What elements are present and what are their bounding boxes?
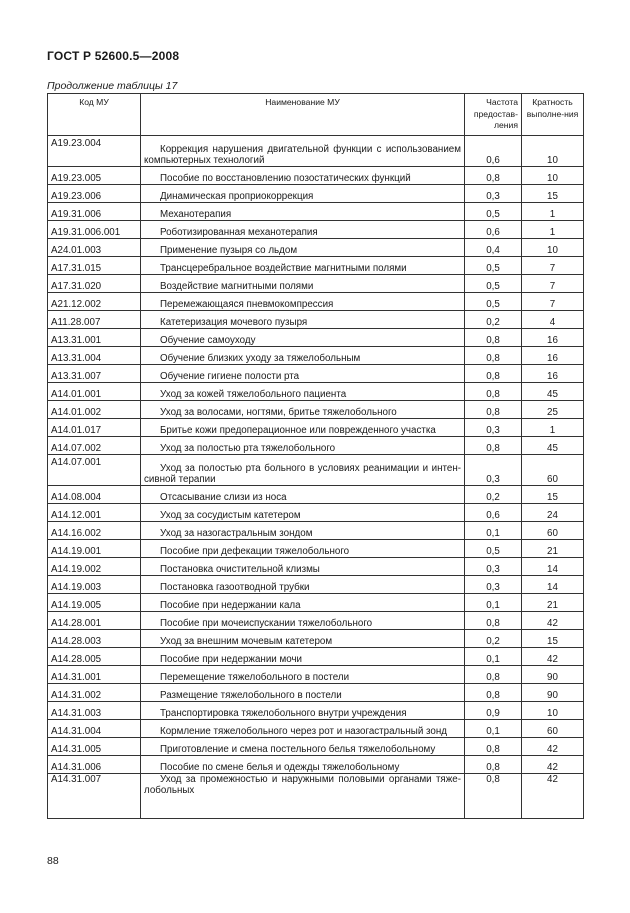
cell-code: A14.28.005: [48, 648, 141, 666]
table-row: [48, 401, 584, 419]
cell-code: A14.08.004: [48, 486, 141, 504]
cell-name: [141, 437, 465, 455]
cell-frequency: 0,6: [465, 221, 522, 239]
col-header-name: Наименование МУ: [141, 94, 465, 136]
cell-code: A21.12.002: [48, 293, 141, 311]
service-name: Уход за промежностью и наружными половыми органами тяже-лобольных: [144, 774, 461, 796]
cell-name: [141, 576, 465, 594]
cell-code: A13.31.007: [48, 365, 141, 383]
cell-name: [141, 558, 465, 576]
cell-name: [141, 594, 465, 612]
cell-frequency: 0,8: [465, 666, 522, 684]
cell-name: [141, 419, 465, 437]
cell-multiplicity: 42: [522, 648, 584, 666]
cell-name: [141, 504, 465, 522]
cell-name: [141, 401, 465, 419]
cell-code: A19.31.006.001: [48, 221, 141, 239]
cell-frequency: 0,8: [465, 774, 522, 819]
service-name: Применение пузыря со льдом: [160, 245, 298, 256]
service-name: Постановка газоотводной трубки: [160, 582, 310, 593]
service-name: Постановка очистительной клизмы: [160, 564, 320, 575]
service-name: Уход за волосами, ногтями, бритье тяжелобольного: [160, 407, 397, 418]
cell-frequency: 0,1: [465, 720, 522, 738]
cell-code: A14.31.003: [48, 702, 141, 720]
table-row: [48, 203, 584, 221]
table-row: [48, 275, 584, 293]
cell-multiplicity: 1: [522, 221, 584, 239]
cell-multiplicity: 42: [522, 738, 584, 756]
service-name: Воздействие магнитными полями: [160, 281, 314, 292]
cell-name: [141, 522, 465, 540]
cell-name: [141, 455, 465, 486]
cell-multiplicity: 21: [522, 594, 584, 612]
table-body: [48, 136, 584, 819]
cell-frequency: 0,8: [465, 401, 522, 419]
cell-multiplicity: 90: [522, 684, 584, 702]
cell-frequency: 0,3: [465, 455, 522, 486]
table-row: [48, 383, 584, 401]
cell-name: [141, 311, 465, 329]
service-name: Пособие при недержании мочи: [160, 654, 303, 665]
service-name: Отсасывание слизи из носа: [160, 492, 287, 503]
cell-multiplicity: 42: [522, 756, 584, 774]
service-name: Катетеризация мочевого пузыря: [160, 317, 308, 328]
cell-frequency: 0,8: [465, 738, 522, 756]
cell-frequency: 0,8: [465, 684, 522, 702]
cell-name: [141, 648, 465, 666]
cell-code: A19.23.004: [48, 136, 141, 167]
cell-frequency: 0,6: [465, 504, 522, 522]
cell-code: A24.01.003: [48, 239, 141, 257]
service-name: Уход за полостью рта тяжелобольного: [160, 443, 336, 454]
cell-code: A14.01.017: [48, 419, 141, 437]
cell-code: A14.28.003: [48, 630, 141, 648]
cell-multiplicity: 16: [522, 329, 584, 347]
cell-multiplicity: 14: [522, 558, 584, 576]
cell-name: [141, 383, 465, 401]
cell-code: A17.31.015: [48, 257, 141, 275]
cell-name: [141, 329, 465, 347]
cell-multiplicity: 60: [522, 720, 584, 738]
cell-name: [141, 702, 465, 720]
service-name: Транспортировка тяжелобольного внутри учреждения: [160, 708, 407, 719]
cell-frequency: 0,8: [465, 365, 522, 383]
cell-code: A13.31.001: [48, 329, 141, 347]
service-name: Пособие при мочеиспускании тяжелобольного: [160, 618, 373, 629]
cell-frequency: 0,3: [465, 419, 522, 437]
cell-name: [141, 486, 465, 504]
table-row: [48, 612, 584, 630]
cell-multiplicity: 7: [522, 293, 584, 311]
table-row: [48, 522, 584, 540]
table-row: [48, 365, 584, 383]
table-row: [48, 455, 584, 486]
service-name: Уход за полостью рта больного в условиях реанимации и интен-сивной терапии: [144, 463, 461, 485]
services-table: [47, 93, 584, 819]
col-header-code: Код МУ: [48, 94, 141, 136]
page-number: 88: [47, 855, 59, 867]
col-header-frequency: Частота предостав-ления: [465, 94, 522, 136]
cell-name: [141, 774, 465, 819]
cell-multiplicity: 10: [522, 702, 584, 720]
cell-name: [141, 221, 465, 239]
cell-multiplicity: 10: [522, 136, 584, 167]
cell-code: A14.07.002: [48, 437, 141, 455]
table-row: [48, 185, 584, 203]
cell-name: [141, 167, 465, 185]
service-name: Пособие при недержании кала: [160, 600, 301, 611]
table-row: [48, 738, 584, 756]
cell-frequency: 0,8: [465, 329, 522, 347]
cell-frequency: 0,6: [465, 136, 522, 167]
cell-code: A11.28.007: [48, 311, 141, 329]
cell-name: [141, 738, 465, 756]
cell-code: A14.12.001: [48, 504, 141, 522]
cell-multiplicity: 15: [522, 486, 584, 504]
cell-name: [141, 239, 465, 257]
service-name: Пособие по восстановлению позостатических функций: [160, 173, 411, 184]
cell-name: [141, 136, 465, 167]
table-row: [48, 136, 584, 167]
cell-frequency: 0,8: [465, 612, 522, 630]
cell-frequency: 0,4: [465, 239, 522, 257]
cell-frequency: 0,8: [465, 437, 522, 455]
cell-multiplicity: 45: [522, 383, 584, 401]
table-row: [48, 774, 584, 819]
cell-name: [141, 257, 465, 275]
service-name: Обучение близких уходу за тяжелобольным: [160, 353, 361, 364]
service-name: Кормление тяжелобольного через рот и назогастральный зонд: [160, 726, 447, 737]
service-name: Размещение тяжелобольного в постели: [160, 690, 342, 701]
cell-code: A19.31.006: [48, 203, 141, 221]
cell-code: A17.31.020: [48, 275, 141, 293]
table-row: [48, 437, 584, 455]
cell-multiplicity: 90: [522, 666, 584, 684]
cell-code: A14.01.002: [48, 401, 141, 419]
cell-name: [141, 203, 465, 221]
table-row: [48, 576, 584, 594]
service-name: Трансцеребральное воздействие магнитными полями: [160, 263, 407, 274]
cell-multiplicity: 42: [522, 774, 584, 819]
cell-frequency: 0,8: [465, 383, 522, 401]
cell-code: A19.23.005: [48, 167, 141, 185]
cell-multiplicity: 24: [522, 504, 584, 522]
cell-multiplicity: 45: [522, 437, 584, 455]
cell-name: [141, 293, 465, 311]
service-name: Перемежающаяся пневмокомпрессия: [160, 299, 334, 310]
service-name: Механотерапия: [160, 209, 232, 220]
cell-code: A14.31.005: [48, 738, 141, 756]
service-name: Пособие по смене белья и одежды тяжелобольному: [160, 762, 400, 773]
cell-code: A14.31.004: [48, 720, 141, 738]
cell-name: [141, 666, 465, 684]
cell-code: A14.16.002: [48, 522, 141, 540]
table-row: [48, 702, 584, 720]
cell-multiplicity: 21: [522, 540, 584, 558]
cell-code: A19.23.006: [48, 185, 141, 203]
service-name: Уход за кожей тяжелобольного пациента: [160, 389, 347, 400]
service-name: Обучение гигиене полости рта: [160, 371, 300, 382]
service-name: Динамическая проприокоррекция: [160, 191, 314, 202]
cell-frequency: 0,3: [465, 558, 522, 576]
cell-code: A14.31.006: [48, 756, 141, 774]
cell-frequency: 0,2: [465, 311, 522, 329]
cell-frequency: 0,5: [465, 293, 522, 311]
cell-frequency: 0,2: [465, 486, 522, 504]
cell-code: A14.01.001: [48, 383, 141, 401]
cell-multiplicity: 16: [522, 347, 584, 365]
cell-multiplicity: 25: [522, 401, 584, 419]
table-row: [48, 329, 584, 347]
table-row: [48, 486, 584, 504]
cell-frequency: 0,8: [465, 756, 522, 774]
cell-multiplicity: 10: [522, 239, 584, 257]
cell-frequency: 0,5: [465, 275, 522, 293]
cell-name: [141, 347, 465, 365]
cell-frequency: 0,1: [465, 594, 522, 612]
cell-multiplicity: 15: [522, 185, 584, 203]
table-row: [48, 167, 584, 185]
table-row: [48, 594, 584, 612]
cell-name: [141, 684, 465, 702]
cell-code: A14.19.003: [48, 576, 141, 594]
cell-multiplicity: 4: [522, 311, 584, 329]
table-row: [48, 540, 584, 558]
table-row: [48, 311, 584, 329]
table-row: [48, 756, 584, 774]
cell-multiplicity: 1: [522, 419, 584, 437]
cell-multiplicity: 16: [522, 365, 584, 383]
table-row: [48, 257, 584, 275]
table-row: [48, 347, 584, 365]
col-header-multiplicity: Кратность выполне-ния: [522, 94, 584, 136]
cell-name: [141, 365, 465, 383]
cell-frequency: 0,5: [465, 203, 522, 221]
table-row: [48, 648, 584, 666]
cell-frequency: 0,8: [465, 347, 522, 365]
table-row: [48, 684, 584, 702]
cell-multiplicity: 15: [522, 630, 584, 648]
cell-multiplicity: 7: [522, 257, 584, 275]
cell-multiplicity: 1: [522, 203, 584, 221]
document-title: ГОСТ Р 52600.5—2008: [47, 49, 180, 63]
table-row: [48, 720, 584, 738]
cell-multiplicity: 14: [522, 576, 584, 594]
table-row: [48, 419, 584, 437]
cell-name: [141, 630, 465, 648]
cell-frequency: 0,1: [465, 648, 522, 666]
cell-multiplicity: 60: [522, 522, 584, 540]
table-header-row: [48, 94, 584, 136]
cell-code: A14.19.005: [48, 594, 141, 612]
table-row: [48, 666, 584, 684]
cell-multiplicity: 7: [522, 275, 584, 293]
table-row: [48, 504, 584, 522]
cell-frequency: 0,5: [465, 540, 522, 558]
cell-code: A14.19.002: [48, 558, 141, 576]
table-caption: Продолжение таблицы 17: [47, 80, 178, 92]
cell-frequency: 0,8: [465, 167, 522, 185]
table-row: [48, 239, 584, 257]
cell-multiplicity: 60: [522, 455, 584, 486]
cell-code: A14.07.001: [48, 455, 141, 486]
cell-frequency: 0,1: [465, 522, 522, 540]
service-name: Приготовление и смена постельного белья тяжелобольному: [160, 744, 436, 755]
service-name: Роботизированная механотерапия: [160, 227, 318, 238]
cell-code: A14.31.001: [48, 666, 141, 684]
table-row: [48, 630, 584, 648]
cell-multiplicity: 10: [522, 167, 584, 185]
service-name: Уход за внешним мочевым катетером: [160, 636, 333, 647]
cell-name: [141, 540, 465, 558]
table-row: [48, 293, 584, 311]
cell-frequency: 0,5: [465, 257, 522, 275]
cell-frequency: 0,9: [465, 702, 522, 720]
service-name: Перемещение тяжелобольного в постели: [160, 672, 350, 683]
service-name: Уход за назогастральным зондом: [160, 528, 313, 539]
service-name: Коррекция нарушения двигательной функции с использованием компьютерных технологий: [144, 144, 461, 166]
service-name: Уход за сосудистым катетером: [160, 510, 301, 521]
service-name: Бритье кожи предоперационное или поврежденного участка: [160, 425, 436, 436]
service-name: Обучение самоуходу: [160, 335, 256, 346]
cell-frequency: 0,2: [465, 630, 522, 648]
cell-code: A13.31.004: [48, 347, 141, 365]
cell-code: A14.19.001: [48, 540, 141, 558]
service-name: Пособие при дефекации тяжелобольного: [160, 546, 350, 557]
cell-multiplicity: 42: [522, 612, 584, 630]
table-row: [48, 221, 584, 239]
cell-name: [141, 185, 465, 203]
cell-code: A14.31.002: [48, 684, 141, 702]
table-row: [48, 558, 584, 576]
cell-code: A14.28.001: [48, 612, 141, 630]
cell-name: [141, 720, 465, 738]
cell-frequency: 0,3: [465, 576, 522, 594]
cell-name: [141, 756, 465, 774]
cell-name: [141, 275, 465, 293]
cell-name: [141, 612, 465, 630]
cell-code: A14.31.007: [48, 774, 141, 819]
cell-frequency: 0,3: [465, 185, 522, 203]
